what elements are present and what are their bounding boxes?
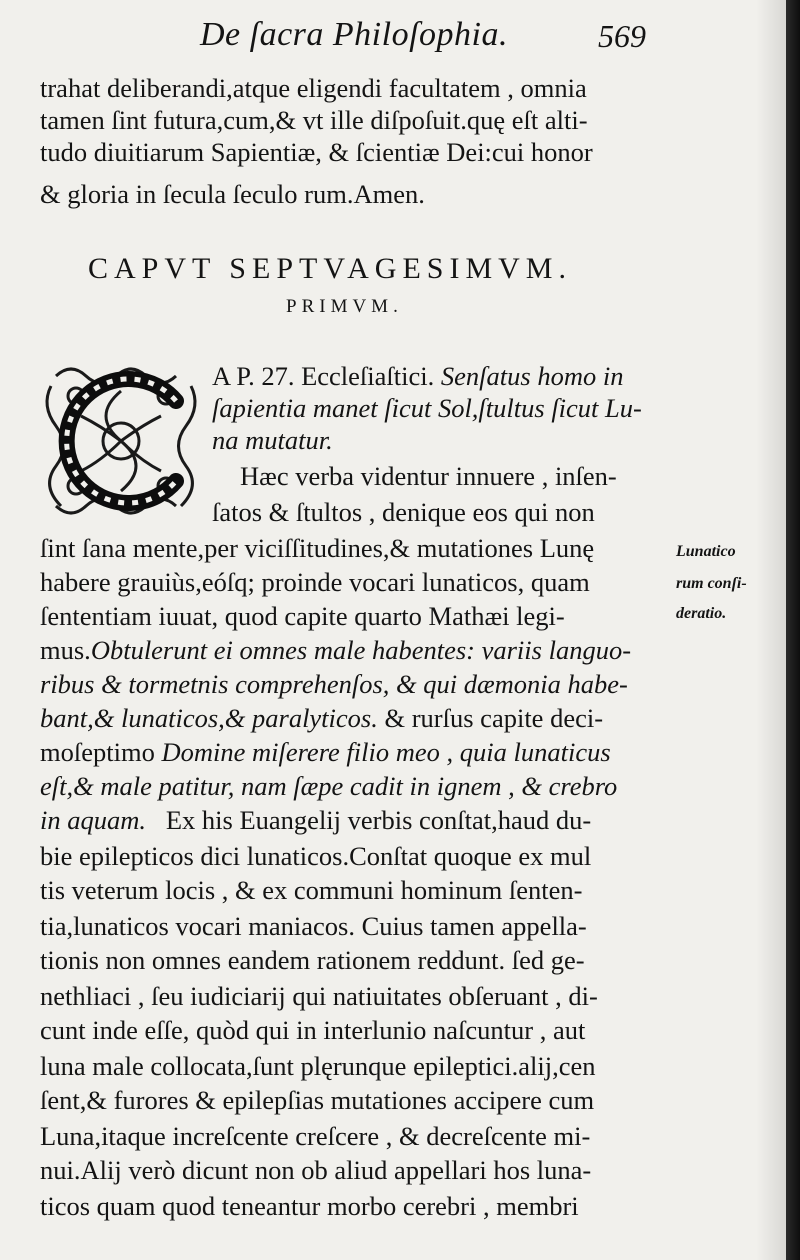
text-line: & gloria in ſecula ſeculo rum.Amen. xyxy=(40,179,425,209)
text-line: ribus & tormetnis comprehenſos, & qui dæmonia habe- xyxy=(40,669,628,699)
text-line: nui.Alij verò dicunt non ob aliud appellari hos luna- xyxy=(40,1155,592,1185)
text-line: cunt inde eſſe, quòd qui in interlunio naſcuntur , aut xyxy=(40,1015,586,1045)
text-run-italic: bant,& lunaticos,& paralyticos. xyxy=(40,703,378,733)
text-line: ſententiam iuuat, quod capite quarto Mathæi legi- xyxy=(40,601,565,631)
chapter-heading: CAPVT SEPTVAGESIMVM. xyxy=(88,252,572,285)
page-edge-shadow xyxy=(756,0,786,1260)
text-line: eſt,& male patitur, nam ſæpe cadit in ignem , & crebro xyxy=(40,771,618,801)
book-gutter xyxy=(786,0,800,1260)
text-line: luna male collocata,ſunt plęrunque epileptici.alij,cen xyxy=(40,1051,596,1081)
page-number: 569 xyxy=(598,18,646,54)
text-run: A P. 27. Eccleſiaſtici. xyxy=(212,361,435,391)
text-line: tis veterum locis , & ex communi hominum ſenten- xyxy=(40,875,583,905)
text-line: nethliaci , ſeu iudiciarij qui natiuitates obſeruant , di- xyxy=(40,981,598,1011)
text-line: habere grauiùs,eóſq; proinde vocari lunaticos, quam xyxy=(40,567,590,597)
text-run-italic: Domine miſerere filio meo , quia lunaticus xyxy=(161,737,611,767)
text-run-italic: Senſatus homo in xyxy=(440,361,624,391)
text-line: ſatos & ſtultos , denique eos qui non xyxy=(212,497,595,527)
text-line: Luna,itaque increſcente creſcere , & decreſcente mi- xyxy=(40,1121,591,1151)
text-line: ticos quam quod teneantur morbo cerebri , membri xyxy=(40,1191,579,1221)
text-line: na mutatur. xyxy=(212,425,333,455)
text-line xyxy=(212,360,623,392)
running-title: De ſacra Philoſophia. xyxy=(200,16,508,53)
text-line: tudo diuitiarum Sapientiæ, & ſcientiæ Dei:cui honor xyxy=(40,137,593,167)
marginal-note: rum conſi- xyxy=(676,575,747,592)
text-run-italic: in aquam. xyxy=(40,805,146,835)
text-line xyxy=(40,702,603,734)
text-line: ſapientia manet ſicut Sol,ſtultus ſicut Lu- xyxy=(212,393,642,423)
text-run: Ex his Euangelij verbis conſtat,haud du- xyxy=(146,805,592,835)
text-line: Hæc verba videntur innuere , inſen- xyxy=(240,461,617,491)
text-line: ſent,& furores & epilepſias mutationes accipere cum xyxy=(40,1085,595,1115)
text-line: bie epilepticos dici lunaticos.Conſtat quoque ex mul xyxy=(40,841,592,871)
text-run: moſeptimo xyxy=(40,737,162,767)
text-line: tionis non omnes eandem rationem reddunt. ſed ge- xyxy=(40,945,585,975)
marginal-note: Lunatico xyxy=(676,543,736,560)
text-line xyxy=(40,736,611,768)
text-line: tamen ſint futura,cum,& vt ille diſpoſuit.quę eſt alti- xyxy=(40,105,588,135)
text-run: & rurſus capite deci- xyxy=(377,703,604,733)
chapter-subheading: PRIMVM. xyxy=(286,296,403,317)
decorated-initial-C-icon xyxy=(36,356,206,526)
marginal-note: deratio. xyxy=(676,605,727,622)
text-run-italic: Obtulerunt ei omnes male habentes: variis languo- xyxy=(90,635,632,665)
text-line: ſint ſana mente,per viciſſitudines,& mutationes Lunę xyxy=(40,533,595,563)
text-run: mus. xyxy=(40,635,91,665)
text-line: trahat deliberandi,atque eligendi facultatem , omnia xyxy=(40,73,587,103)
text-line: tia,lunaticos vocari maniacos. Cuius tamen appella- xyxy=(40,911,587,941)
text-line xyxy=(40,634,631,666)
text-line xyxy=(40,804,591,836)
